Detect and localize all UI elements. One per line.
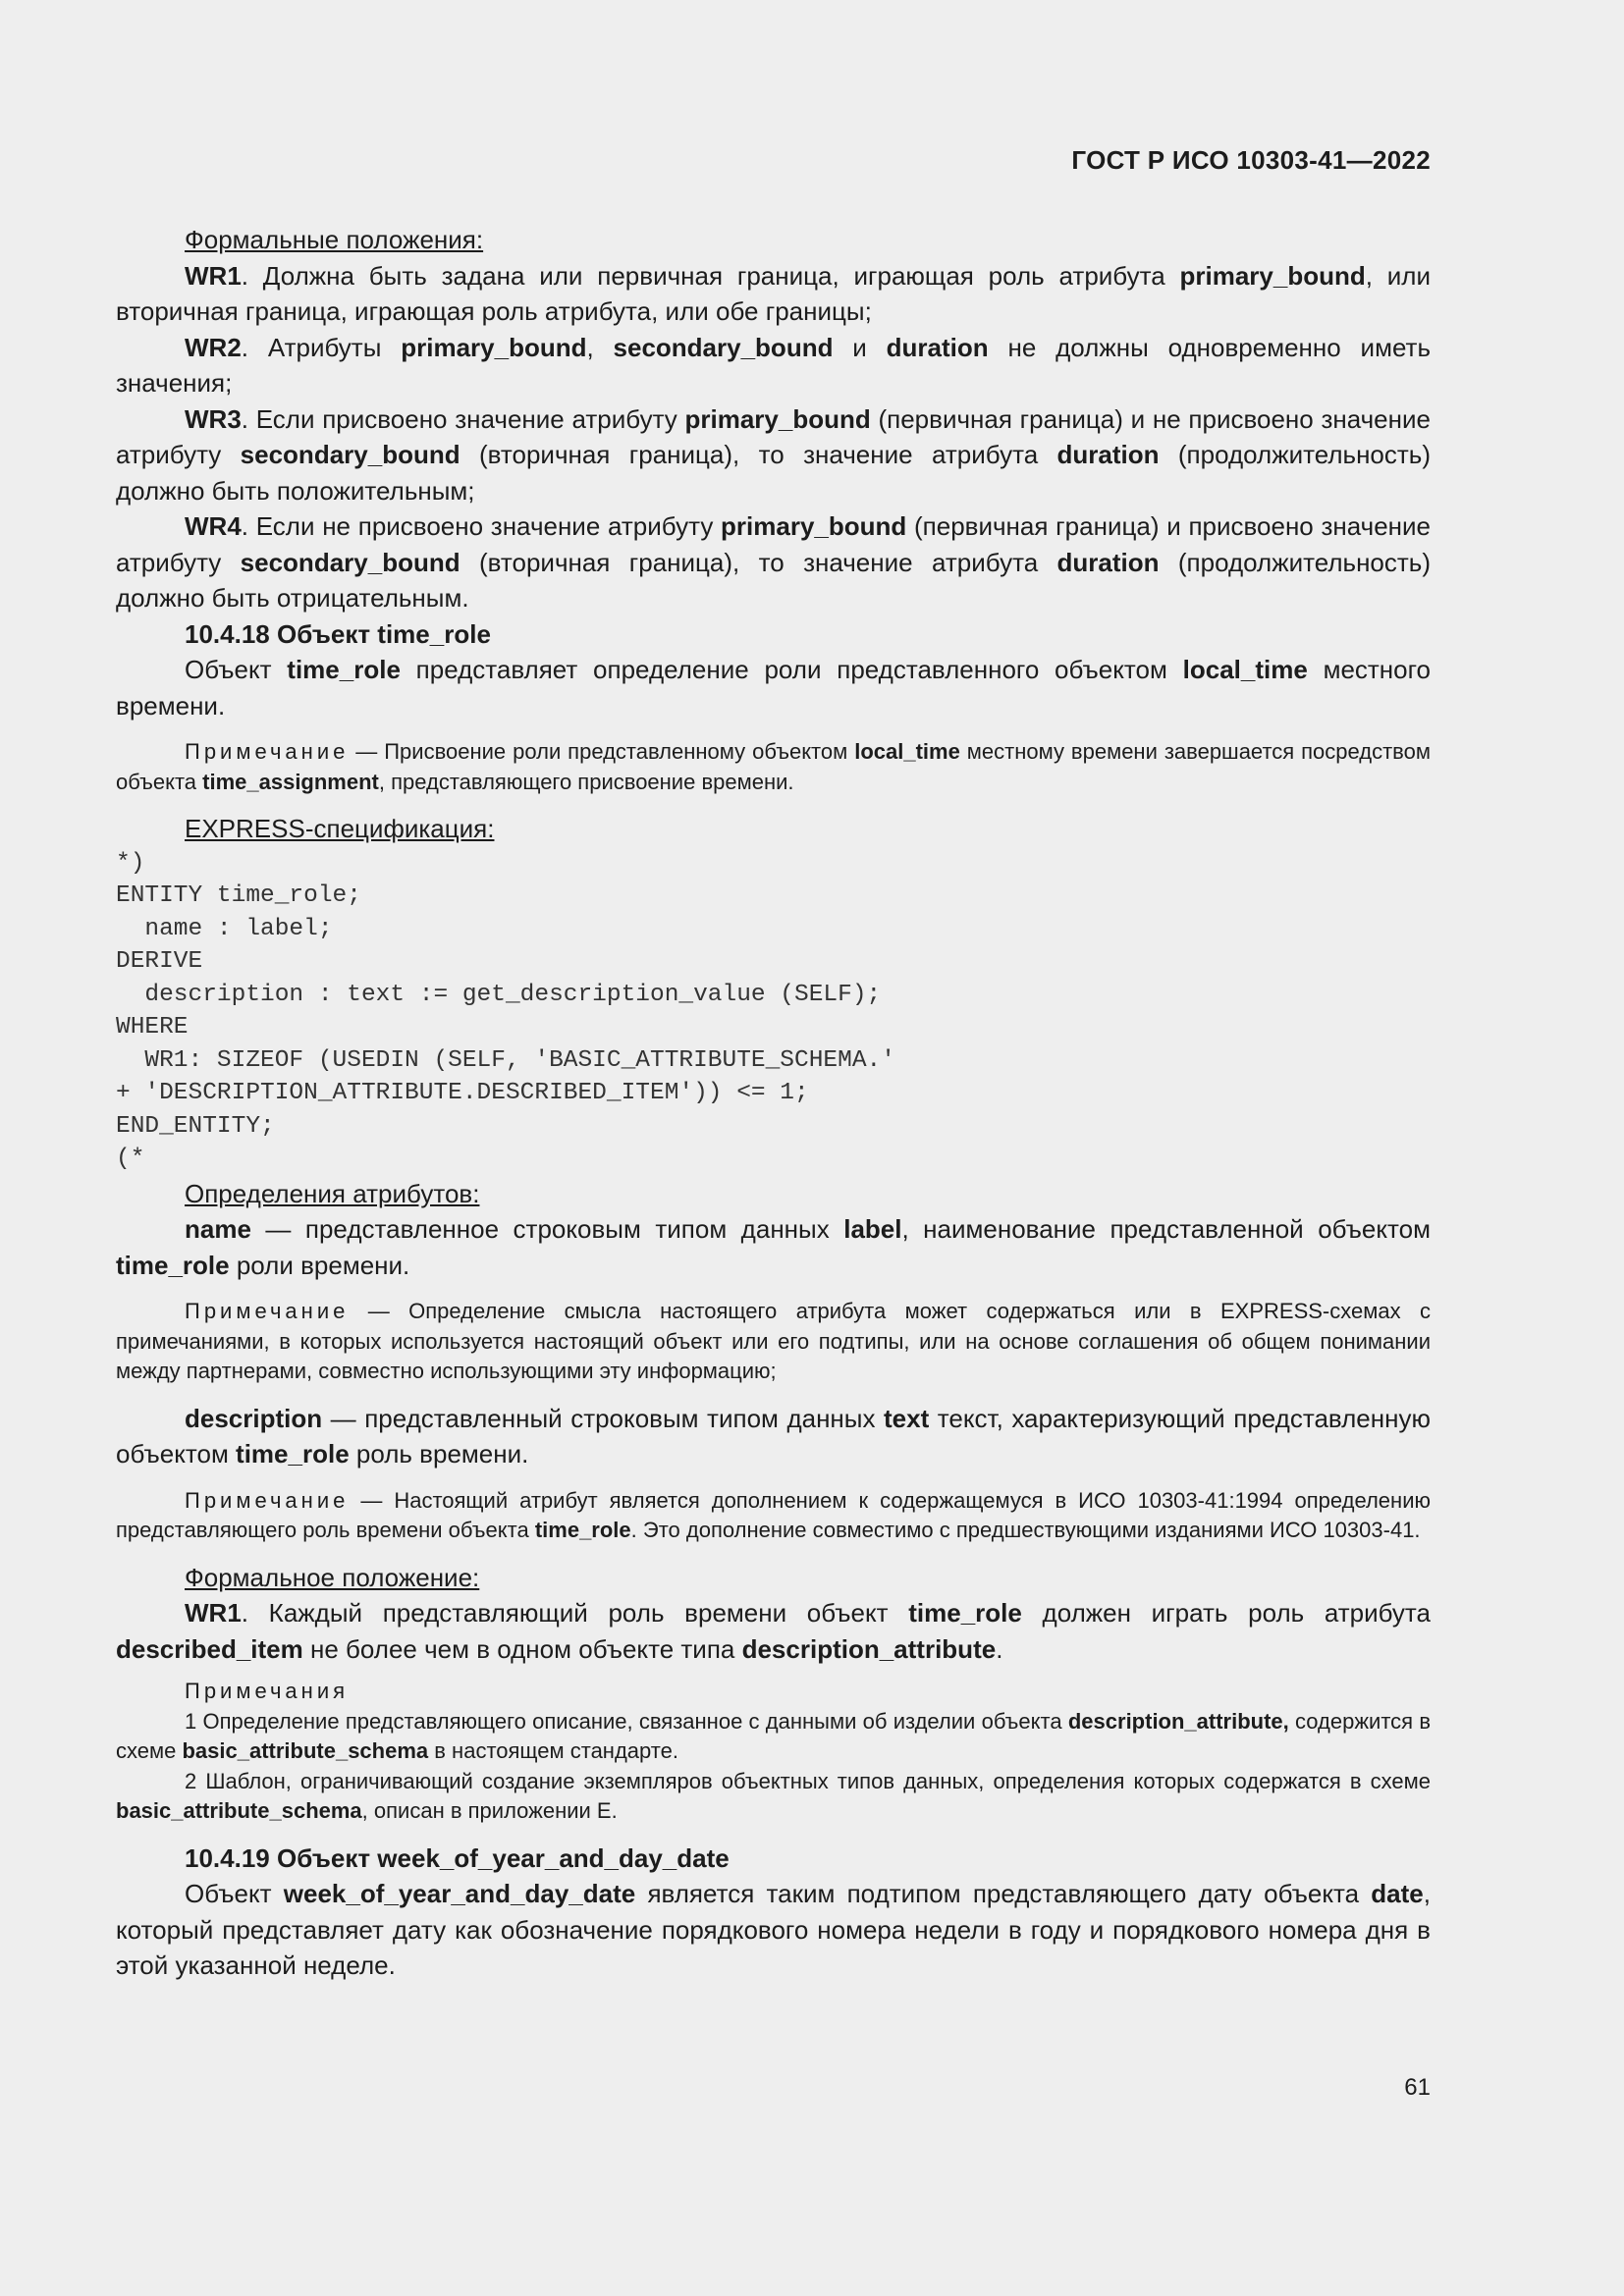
code-line: END_ENTITY; [116, 1112, 275, 1140]
notes-label: Примечания [185, 1679, 350, 1703]
code-line: ENTITY time_role; [116, 882, 361, 909]
note-description-attribute: Примечание — Настоящий атрибут является дополнением к содержащемуся в ИСО 10303-41:1994 определению представляющего роль времени объекта time_role. Это дополнение совместимо с предшествующими изданиями ИСО 10303-41. [116, 1487, 1431, 1542]
page-number: 61 [1404, 2074, 1431, 2101]
section-10-4-18-text: Объект time_role представляет определение роли представленного объектом local_time местного времени. [116, 655, 1431, 721]
section-10-4-18-heading: 10.4.18 Объект time_role [185, 618, 491, 649]
wr1-time-role-paragraph: WR1. Каждый представляющий роль времени объект time_role должен играть роль атрибута described_item не более чем в одном объекте типа description_attribute. [116, 1598, 1432, 1664]
code-line: + 'DESCRIPTION_ATTRIBUTE.DESCRIBED_ITEM')) <= 1; [116, 1080, 809, 1106]
code-line: WHERE [116, 1014, 189, 1041]
wr2-paragraph: WR2. Атрибуты primary_bound, secondary_bound и duration не должны одновременно иметь значения; [116, 332, 1431, 398]
attribute-definitions-heading: Определения атрибутов: [185, 1178, 480, 1208]
code-line: (* [116, 1146, 145, 1172]
section-10-4-19-text: Объект week_of_year_and_day_date является таким подтипом представляющего дату объекта date, который представляет дату как обозначение порядкового номера недели в году и порядкового номера дня в этой указанной неделе. [116, 1879, 1431, 1980]
express-code-block [116, 847, 1431, 1176]
code-line: DERIVE [116, 948, 203, 975]
note-time-role: Примечание — Присвоение роли представленному объектом local_time местному времени завершается посредством объекта time_assignment, представляющего присвоение времени. [116, 739, 1431, 794]
attribute-description-definition: description — представленный строковым типом данных text текст, характеризующий представленную объектом time_role роль времени. [116, 1403, 1431, 1468]
note-1: 1 Определение представляющего описание, связанное с данными об изделии объекта description_attribute, содержится в схеме basic_attribute_schema в настоящем стандарте. [116, 1708, 1432, 1763]
wr3-paragraph: WR3. Если присвоено значение атрибуту primary_bound (первичная граница) и не присвоено значение атрибуту secondary_bound (вторичная граница), то значение атрибута duration (продолжительность) должно быть положительным; [116, 403, 1431, 506]
formal-provisions-heading: Формальные положения: [185, 225, 484, 254]
wr1-paragraph: WR1. Должна быть задана или первичная граница, играющая роль атрибута primary_bound, или вторичная граница, играющая роль атрибута, или обе границы; [116, 260, 1431, 326]
note-name-attribute: Примечание — Определение смысла настоящего атрибута может содержаться или в EXPRESS-схемах с примечаниями, в которых используется настоящий объект или его подтипы, или на основе соглашения об общем понимании между партнерами, совместно использующими эту информацию; [116, 1299, 1431, 1383]
formal-provision-heading: Формальное положение: [185, 1562, 480, 1592]
note-2: 2 Шаблон, ограничивающий создание экземпляров объектных типов данных, определения которых содержатся в схеме basic_attribute_schema, описан в приложении Е. [116, 1768, 1431, 1823]
code-line: name : label; [116, 915, 333, 942]
express-spec-heading: EXPRESS-спецификация: [185, 814, 495, 843]
page-content [116, 222, 1431, 1984]
code-line: WR1: SIZEOF (USEDIN (SELF, 'BASIC_ATTRIBUTE_SCHEMA.' [116, 1046, 895, 1074]
attribute-name-definition: name — представленное строковым типом данных label, наименование представленной объектом time_role роли времени. [116, 1214, 1432, 1280]
document-header: ГОСТ Р ИСО 10303-41—2022 [1071, 145, 1431, 175]
code-line: *) [116, 849, 145, 877]
wr4-paragraph: WR4. Если не присвоено значение атрибуту primary_bound (первичная граница) и присвоено значение атрибуту secondary_bound (вторичная граница), то значение атрибута duration (продолжительность) должно быть отрицательным. [116, 511, 1431, 613]
section-10-4-19-heading: 10.4.19 Объект week_of_year_and_day_date [185, 1842, 730, 1873]
code-line: description : text := get_description_value (SELF); [116, 981, 882, 1008]
